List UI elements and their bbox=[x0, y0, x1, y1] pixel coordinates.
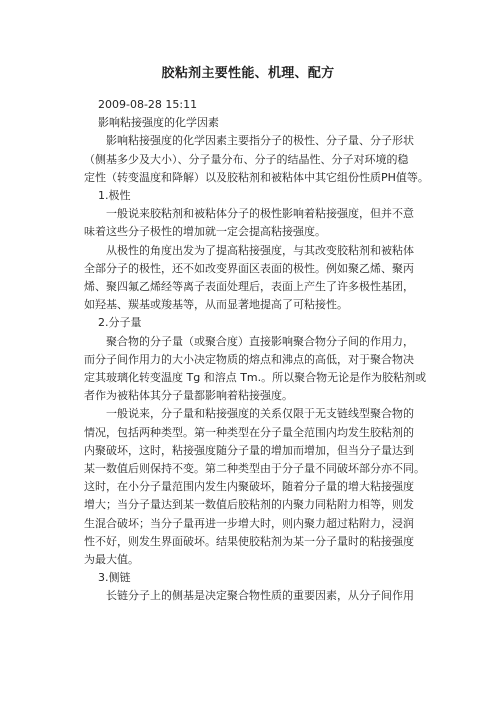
paragraph-line: 而分子间作用力的大小决定物质的熔点和沸点的高低，对于聚合物决 bbox=[84, 352, 414, 366]
paragraph-line: 从极性的角度出发为了提高粘接强度，与其改变胶粘剂和被粘体 bbox=[106, 243, 414, 257]
body-text bbox=[84, 114, 429, 605]
paragraph-line: 烯、聚四氟乙烯经等离子表面处理后，表面上产生了许多极性基团， bbox=[84, 280, 414, 294]
paragraph-line: 生混合破坏；当分子量再进一步增大时，则内聚力超过粘附力，浸润 bbox=[84, 516, 414, 530]
paragraph-line: 性不好，则发生界面破坏。结果使胶粘剂为某一分子量时的粘接强度 bbox=[84, 534, 414, 548]
paragraph-line: 某一数值后则保持不变。第二种类型由于分子量不同破坏部分亦不同。 bbox=[84, 462, 425, 476]
paragraph-line: 者作为被粘体其分子量都影响着粘接强度。 bbox=[84, 389, 293, 403]
section-heading: 2.分子量 bbox=[98, 316, 142, 330]
paragraph-line: 一般说来胶粘剂和被粘体分子的极性影响着粘接强度，但并不意 bbox=[106, 207, 414, 221]
paragraph-line: 全部分子的极性，还不如改变界面区表面的极性。例如聚乙烯、聚丙 bbox=[84, 261, 414, 275]
section-heading: 3.侧链 bbox=[98, 571, 131, 585]
paragraph-line: 长链分子上的侧基是决定聚合物性质的重要因素，从分子间作用 bbox=[106, 589, 414, 603]
paragraph-line: 味着这些分子极性的增加就一定会提高粘接强度。 bbox=[84, 225, 326, 239]
document-body bbox=[84, 96, 429, 606]
section-heading: 1.极性 bbox=[98, 189, 131, 203]
paragraph-line: 情况，包括两种类型。第一种类型在分子量全范围内均发生胶粘剂的 bbox=[84, 425, 414, 439]
paragraph-line: 一般说来，分子量和粘接强度的关系仅限于无支链线型聚合物的 bbox=[106, 407, 414, 421]
section-heading: 影响粘接强度的化学因素 bbox=[98, 116, 219, 130]
paragraph-line: 增大；当分子量达到某一数值后胶粘剂的内聚力同粘附力相等，则发 bbox=[84, 498, 414, 512]
paragraph-line: 为最大值。 bbox=[84, 553, 139, 567]
post-date: 2009-08-28 15:11 bbox=[98, 98, 198, 111]
paragraph-line: 聚合物的分子量（或聚合度）直接影响聚合物分子间的作用力， bbox=[106, 334, 414, 348]
document-title: 胶粘剂主要性能、机理、配方 bbox=[161, 66, 335, 81]
paragraph-line: （侧基多少及大小）、分子量分布、分子的结晶性、分子对环境的稳 bbox=[84, 152, 409, 166]
paragraph-line: 影响粘接强度的化学因素主要指分子的极性、分子量、分子形状 bbox=[106, 134, 414, 148]
paragraph-line: 内聚破坏，这时，粘接强度随分子量的增加而增加，但当分子量达到 bbox=[84, 443, 414, 457]
paragraph-line: 定性（转变温度和降解）以及胶粘剂和被粘体中其它组份性质PH值等。 bbox=[84, 170, 429, 184]
paragraph-line: 这时，在小分子量范围内发生内聚破坏，随着分子量的增大粘接强度 bbox=[84, 480, 414, 494]
paragraph-line: 定其玻璃化转变温度 Tg 和溶点 Tm.。所以聚合物无论是作为胶粘剂或 bbox=[84, 371, 427, 385]
paragraph-line: 如羟基、羰基或羧基等，从而显著地提高了可粘接性。 bbox=[84, 298, 348, 312]
